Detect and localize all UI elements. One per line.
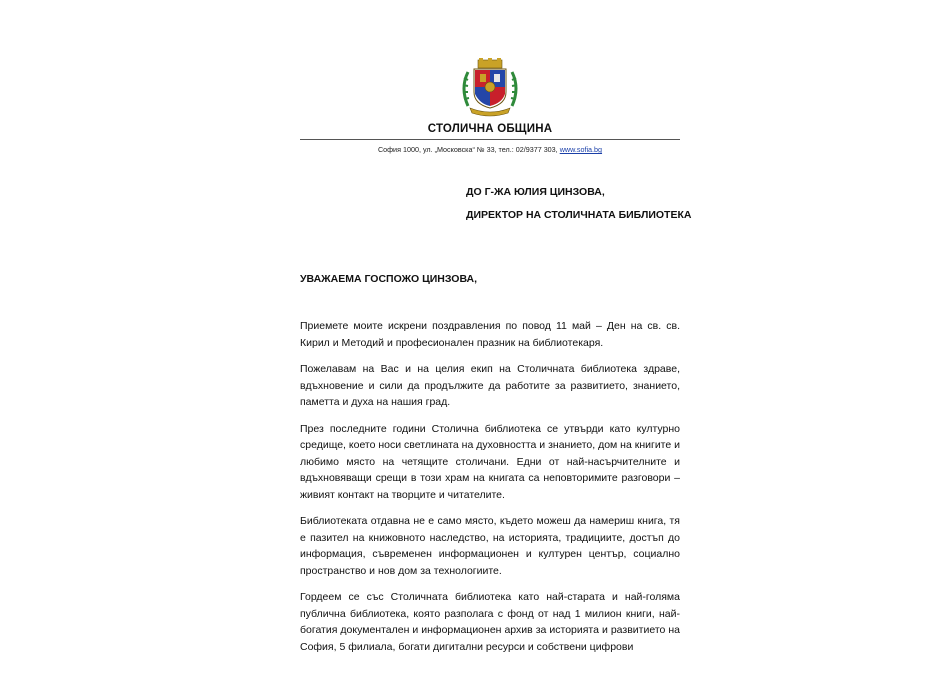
paragraph: Пожелавам на Вас и на целия екип на Столичната библиотека здраве, вдъхновение и сили да продължите да работите за развитието, знанието, паметта и духа на нашия град. — [300, 363, 680, 408]
address-text: София 1000, ул. „Московска“ № 33, тел.: 02/9377 303, — [377, 145, 558, 154]
paragraph: Приемете моите искрени поздравления по повод 11 май – Ден на св. св. Кирил и Методий и професионален празник на библиотекаря. — [300, 320, 680, 349]
sofia-coat-of-arms-icon — [458, 58, 522, 118]
letter-body — [300, 318, 680, 665]
paragraph: Гордеем се със Столичната библиотека като най-старата и най-голяма публична библиотека, която разполага с фонд от над 1 милион книги, най-богатия документален и информационен архив за историята и развитието на София, 5 филиала, богати дигитални ресурси и собствени цифрови — [300, 591, 680, 653]
website-link[interactable]: www.sofia.bg — [559, 145, 603, 154]
letterhead-address-line — [300, 145, 680, 154]
paragraph: Библиотеката отдавна не е само място, където можеш да намериш книга, тя е пазител на книжовното наследство, на историята, традициите, достъп до информация, съвременен информационен и културен център, социално пространство и нов дом за технологиите. — [300, 515, 680, 577]
recipient-name: ДО Г-ЖА ЮЛИЯ ЦИНЗОВА, — [466, 186, 605, 198]
salutation: УВАЖАЕМА ГОСПОЖО ЦИНЗОВА, — [300, 273, 478, 285]
letterhead-divider — [300, 139, 680, 140]
organization-name: СТОЛИЧНА ОБЩИНА — [427, 123, 553, 135]
recipient-title: ДИРЕКТОР НА СТОЛИЧНАТА БИБЛИОТЕКА — [466, 209, 692, 221]
paragraph: През последните години Столична библиотека се утвърди като културно средище, което носи светлината на духовността и знанието, дом на книгите и любимо място на четящите столичани. Едни от най-насърчителните и вдъхновяващи срещи в този храм на книгата са неповторимите разговори – живият контакт на творците и читателите. — [300, 422, 680, 501]
